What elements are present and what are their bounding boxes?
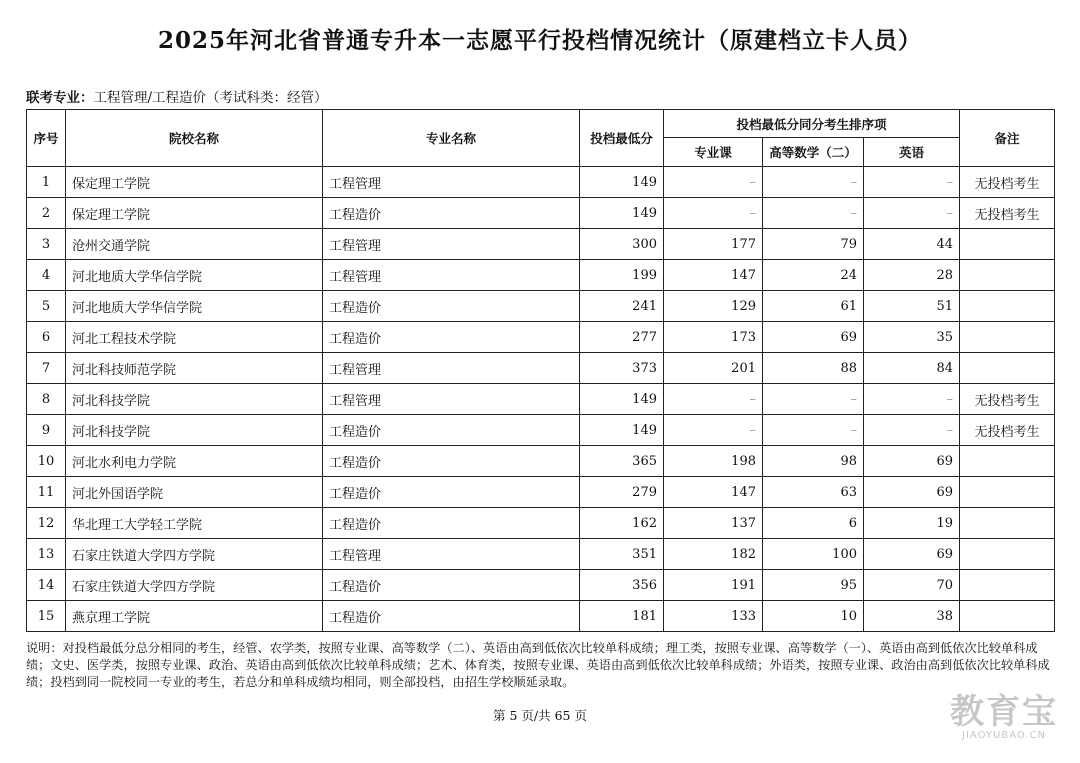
row-school: 河北科技学院 xyxy=(66,415,323,446)
row-english: 69 xyxy=(864,446,960,477)
row-major: 工程管理 xyxy=(323,539,580,570)
table-row xyxy=(27,508,1055,539)
header-min-score: 投档最低分 xyxy=(580,110,664,167)
table-row xyxy=(27,198,1055,229)
row-major-course: 147 xyxy=(664,477,763,508)
row-school: 河北外国语学院 xyxy=(66,477,323,508)
row-english: – xyxy=(864,415,960,446)
table-body xyxy=(27,167,1055,632)
row-remark xyxy=(960,601,1055,632)
row-min-score: 149 xyxy=(580,198,664,229)
admission-table xyxy=(26,109,1055,632)
row-school: 河北地质大学华信学院 xyxy=(66,291,323,322)
watermark-text: 教育宝 xyxy=(950,692,1058,732)
row-major-course: – xyxy=(664,198,763,229)
row-index: 9 xyxy=(27,415,66,446)
row-min-score: 181 xyxy=(580,601,664,632)
row-english: – xyxy=(864,198,960,229)
row-major: 工程管理 xyxy=(323,260,580,291)
table-row xyxy=(27,291,1055,322)
row-index: 15 xyxy=(27,601,66,632)
row-major-course: 177 xyxy=(664,229,763,260)
row-remark xyxy=(960,291,1055,322)
row-major-course: 129 xyxy=(664,291,763,322)
row-major: 工程造价 xyxy=(323,477,580,508)
row-min-score: 279 xyxy=(580,477,664,508)
header-remark: 备注 xyxy=(960,110,1055,167)
row-min-score: 149 xyxy=(580,415,664,446)
row-math: 61 xyxy=(763,291,864,322)
row-major-course: 191 xyxy=(664,570,763,601)
header-school: 院校名称 xyxy=(66,110,323,167)
row-school: 保定理工学院 xyxy=(66,167,323,198)
row-school: 河北工程技术学院 xyxy=(66,322,323,353)
row-remark xyxy=(960,539,1055,570)
row-math: 63 xyxy=(763,477,864,508)
row-english: 69 xyxy=(864,539,960,570)
row-school: 燕京理工学院 xyxy=(66,601,323,632)
row-english: 28 xyxy=(864,260,960,291)
table-row xyxy=(27,384,1055,415)
row-english: – xyxy=(864,167,960,198)
subject-line xyxy=(26,86,328,106)
row-school: 保定理工学院 xyxy=(66,198,323,229)
row-math: 10 xyxy=(763,601,864,632)
row-major: 工程管理 xyxy=(323,229,580,260)
row-index: 7 xyxy=(27,353,66,384)
row-school: 河北水利电力学院 xyxy=(66,446,323,477)
row-math: 100 xyxy=(763,539,864,570)
table-row xyxy=(27,353,1055,384)
row-major-course: 137 xyxy=(664,508,763,539)
row-major: 工程造价 xyxy=(323,322,580,353)
row-major: 工程造价 xyxy=(323,291,580,322)
table-row xyxy=(27,229,1055,260)
table-row xyxy=(27,260,1055,291)
row-math: 98 xyxy=(763,446,864,477)
row-min-score: 373 xyxy=(580,353,664,384)
header-major: 专业名称 xyxy=(323,110,580,167)
row-major: 工程造价 xyxy=(323,508,580,539)
row-math: – xyxy=(763,198,864,229)
row-remark: 无投档考生 xyxy=(960,167,1055,198)
table-row xyxy=(27,601,1055,632)
row-index: 8 xyxy=(27,384,66,415)
table-row xyxy=(27,167,1055,198)
row-school: 河北科技学院 xyxy=(66,384,323,415)
row-math: 88 xyxy=(763,353,864,384)
row-major: 工程造价 xyxy=(323,601,580,632)
row-english: 84 xyxy=(864,353,960,384)
row-min-score: 356 xyxy=(580,570,664,601)
watermark-url: JIAOYUBAO.CN xyxy=(962,730,1046,741)
row-school: 石家庄铁道大学四方学院 xyxy=(66,570,323,601)
row-major: 工程造价 xyxy=(323,446,580,477)
row-min-score: 149 xyxy=(580,167,664,198)
explanation-note: 说明：对投档最低分总分相同的考生，经管、农学类，按照专业课、高等数学（二）、英语由高到低依次比较单科成绩；理工类，按照专业课、高等数学（一）、英语由高到低依次比较单科成绩；文史、医学类，按照专业课、政治、英语由高到低依次比较单科成绩；艺术、体育类，按照专业课、英语由高到低依次比较单科成绩；外语类，按照专业课、政治由高到低依次比较单科成绩；投档到同一院校同一专业的考生，若总分和单科成绩均相同，则全部投档，由招生学校顺延录取。 xyxy=(26,641,1050,689)
row-english: 69 xyxy=(864,477,960,508)
row-major-course: – xyxy=(664,415,763,446)
table-row xyxy=(27,477,1055,508)
row-index: 13 xyxy=(27,539,66,570)
row-remark xyxy=(960,322,1055,353)
row-index: 5 xyxy=(27,291,66,322)
row-math: 79 xyxy=(763,229,864,260)
table-row xyxy=(27,570,1055,601)
row-math: – xyxy=(763,167,864,198)
row-min-score: 277 xyxy=(580,322,664,353)
row-english: – xyxy=(864,384,960,415)
row-min-score: 351 xyxy=(580,539,664,570)
row-remark xyxy=(960,446,1055,477)
row-remark xyxy=(960,353,1055,384)
row-english: 19 xyxy=(864,508,960,539)
table-row xyxy=(27,539,1055,570)
row-index: 12 xyxy=(27,508,66,539)
row-major: 工程造价 xyxy=(323,198,580,229)
row-index: 6 xyxy=(27,322,66,353)
row-math: 69 xyxy=(763,322,864,353)
table-row xyxy=(27,322,1055,353)
row-school: 华北理工大学轻工学院 xyxy=(66,508,323,539)
row-school: 河北地质大学华信学院 xyxy=(66,260,323,291)
header-major-course: 专业课 xyxy=(664,138,763,167)
subject-label: 联考专业： xyxy=(26,90,94,106)
page-indicator: 第 5 页/共 65 页 xyxy=(493,708,587,723)
row-major-course: 182 xyxy=(664,539,763,570)
row-major-course: – xyxy=(664,167,763,198)
row-index: 3 xyxy=(27,229,66,260)
row-index: 1 xyxy=(27,167,66,198)
row-remark xyxy=(960,570,1055,601)
watermark-logo xyxy=(950,694,1058,741)
row-major: 工程管理 xyxy=(323,384,580,415)
row-major-course: 201 xyxy=(664,353,763,384)
row-english: 35 xyxy=(864,322,960,353)
header-tiebreak-group: 投档最低分同分考生排序项 xyxy=(664,110,960,138)
subject-value: 工程管理/工程造价（考试科类：经管） xyxy=(93,90,328,106)
row-english: 38 xyxy=(864,601,960,632)
row-index: 4 xyxy=(27,260,66,291)
row-english: 70 xyxy=(864,570,960,601)
row-remark: 无投档考生 xyxy=(960,415,1055,446)
row-math: 24 xyxy=(763,260,864,291)
row-english: 51 xyxy=(864,291,960,322)
row-school: 河北科技师范学院 xyxy=(66,353,323,384)
row-math: 6 xyxy=(763,508,864,539)
row-math: 95 xyxy=(763,570,864,601)
table-row xyxy=(27,415,1055,446)
row-remark: 无投档考生 xyxy=(960,198,1055,229)
row-major: 工程造价 xyxy=(323,570,580,601)
header-english: 英语 xyxy=(864,138,960,167)
row-min-score: 199 xyxy=(580,260,664,291)
row-remark xyxy=(960,260,1055,291)
row-index: 11 xyxy=(27,477,66,508)
row-major-course: 198 xyxy=(664,446,763,477)
row-index: 10 xyxy=(27,446,66,477)
row-index: 2 xyxy=(27,198,66,229)
row-remark xyxy=(960,229,1055,260)
row-english: 44 xyxy=(864,229,960,260)
row-school: 沧州交通学院 xyxy=(66,229,323,260)
row-remark: 无投档考生 xyxy=(960,384,1055,415)
row-index: 14 xyxy=(27,570,66,601)
table-row xyxy=(27,446,1055,477)
row-remark xyxy=(960,477,1055,508)
row-major-course: 133 xyxy=(664,601,763,632)
document-title: 2025年河北省普通专升本一志愿平行投档情况统计（原建档立卡人员） xyxy=(157,27,922,54)
row-major: 工程管理 xyxy=(323,167,580,198)
row-math: – xyxy=(763,415,864,446)
row-min-score: 300 xyxy=(580,229,664,260)
row-major: 工程造价 xyxy=(323,415,580,446)
row-major-course: 173 xyxy=(664,322,763,353)
row-school: 石家庄铁道大学四方学院 xyxy=(66,539,323,570)
row-min-score: 162 xyxy=(580,508,664,539)
row-min-score: 241 xyxy=(580,291,664,322)
row-major-course: – xyxy=(664,384,763,415)
header-index: 序号 xyxy=(27,110,66,167)
row-min-score: 149 xyxy=(580,384,664,415)
row-remark xyxy=(960,508,1055,539)
row-min-score: 365 xyxy=(580,446,664,477)
row-major-course: 147 xyxy=(664,260,763,291)
header-math: 高等数学（二） xyxy=(763,138,864,167)
row-math: – xyxy=(763,384,864,415)
row-major: 工程管理 xyxy=(323,353,580,384)
